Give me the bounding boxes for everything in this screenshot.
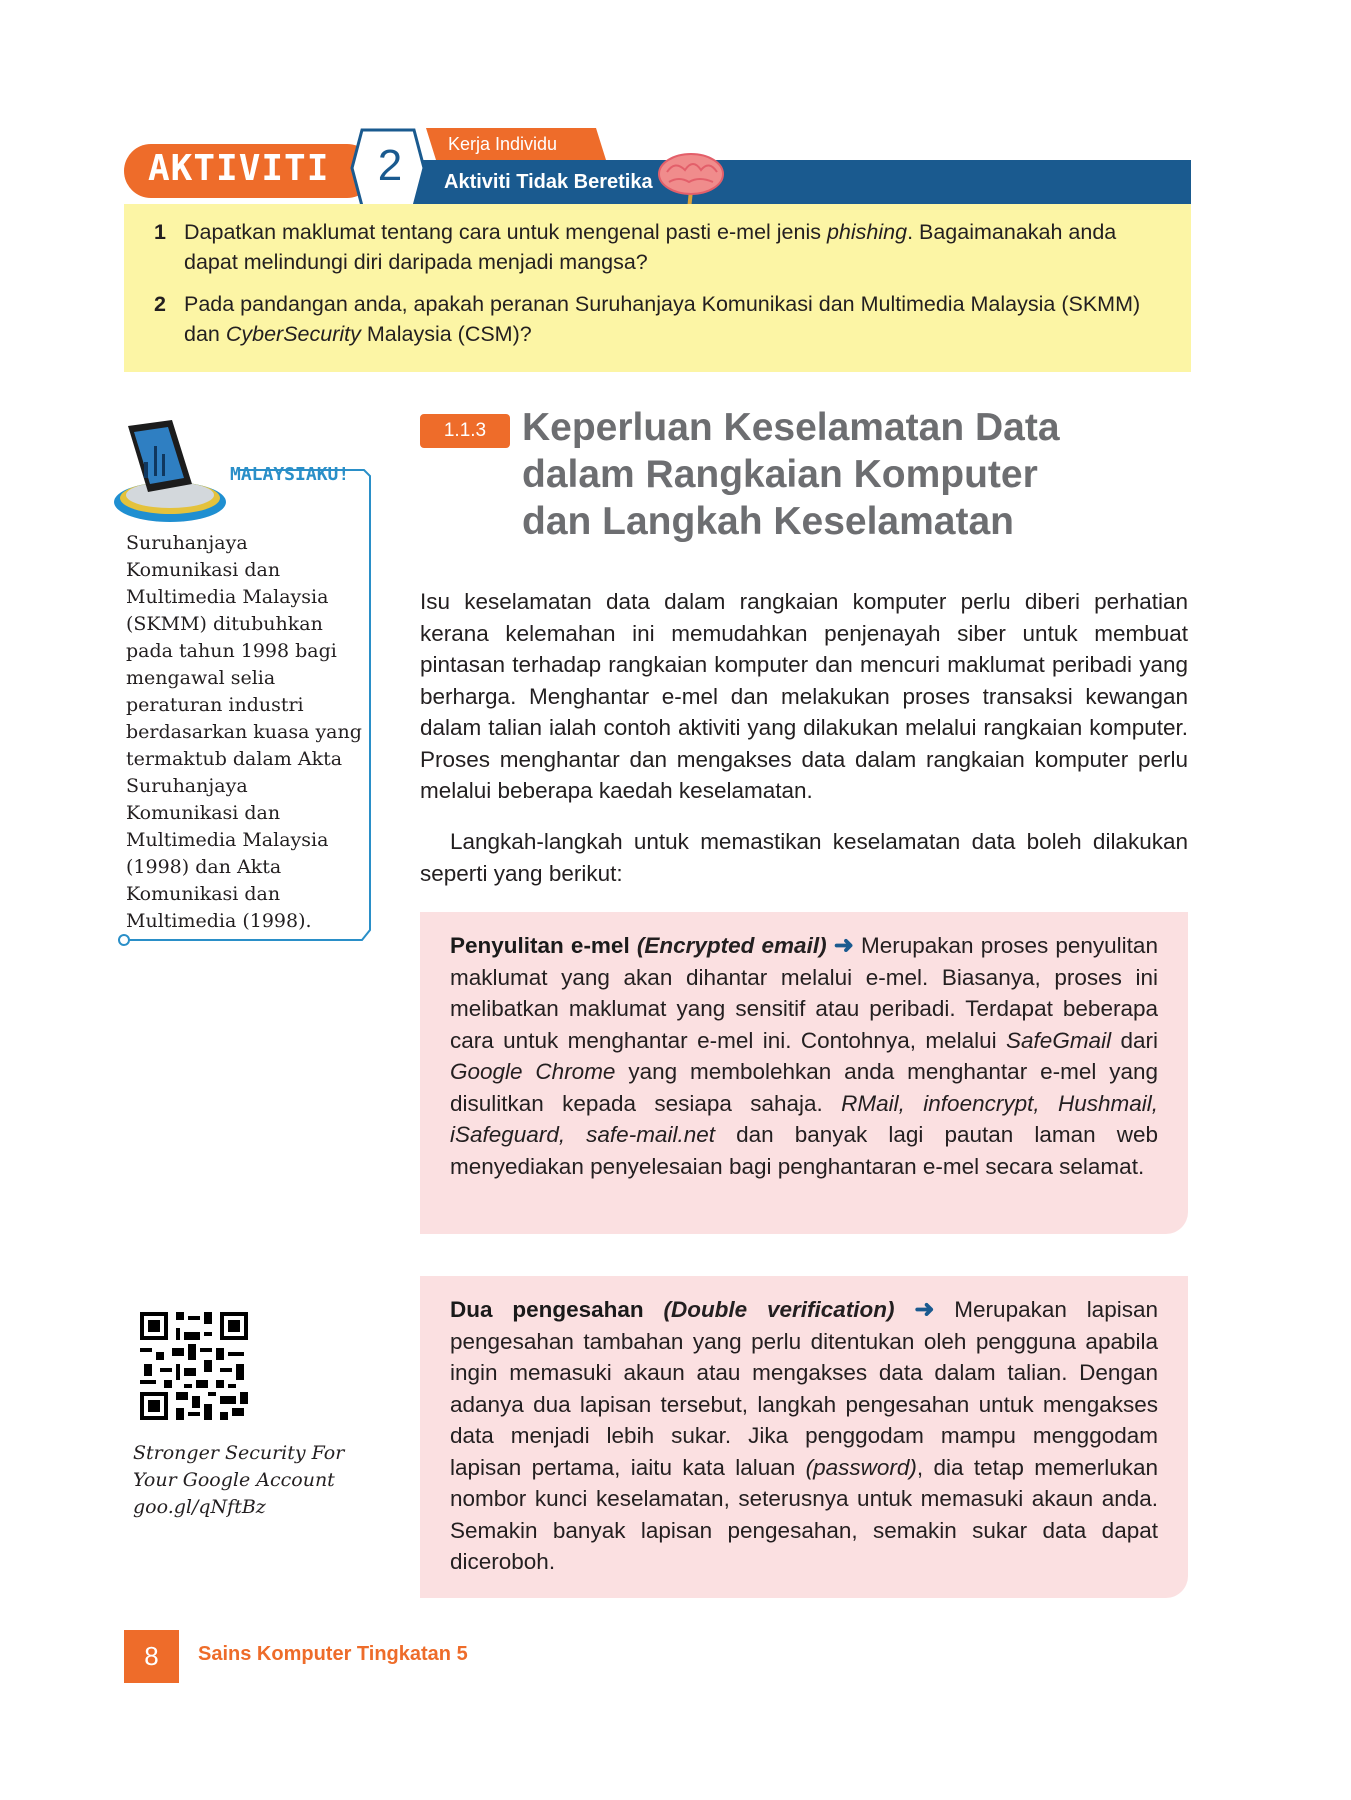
card-term: Penyulitan e-mel bbox=[450, 933, 630, 958]
question-number: 2 bbox=[154, 292, 166, 316]
body-paragraph-1: Isu keselamatan data dalam rangkaian komputer perlu diberi perhatian kerana kelemahan ini memudahkan penjenayah siber untuk membuat pintasan terhadap rangkaian komputer dan mencuri maklumat peribadi yang berharga. Menghantar e-mel dan melakukan proses transaksi kewangan dalam talian ialah contoh aktiviti yang dilakukan melalui rangkaian komputer. Proses menghantar dan mengakses data dalam rangkaian komputer perlu melalui beberapa kaedah keselamatan. bbox=[420, 589, 1188, 803]
card-double-verification: Dua pengesahan (Double verification) ➜ Merupakan lapisan pengesahan tambahan yang perlu ditentukan oleh pengguna apabila ingin memasuki akaun atau mengakses data dalam talian. Dengan adanya dua lapisan tersebut, langkah pengesahan untuk mengakses data menjadi lebih sukar. Jika penggodam mampu menggodam lapisan pertama, iaitu kata laluan (password), dia tetap memerlukan nombor kunci keselamatan, seterusnya untuk memasuki akaun anda. Semakin banyak lapisan pengesahan, semakin sukar data dapat diceroboh. bbox=[420, 1276, 1188, 1598]
qr-code[interactable] bbox=[136, 1308, 252, 1424]
qr-caption: Stronger Security For Your Google Account goo.gl/qNftBz bbox=[133, 1440, 373, 1521]
qr-link[interactable]: goo.gl/qNftBz bbox=[133, 1496, 266, 1518]
activity-title: Aktiviti Tidak Beretika bbox=[444, 171, 653, 193]
section-number-badge: 1.1.3 bbox=[420, 414, 510, 448]
activity-kerja-label: Kerja Individu bbox=[448, 134, 558, 154]
card-term-english: (Double verification) bbox=[663, 1297, 895, 1322]
card-term-english: (Encrypted email) bbox=[636, 933, 827, 958]
activity-question-1: 1 Dapatkan maklumat tentang cara untuk mengenal pasti e-mel jenis phishing. Bagaimanakah anda dapat melindungi diri daripada menjadi mangsa? bbox=[154, 217, 1164, 277]
footer-title: Sains Komputer Tingkatan 5 bbox=[198, 1643, 468, 1665]
brain-icon bbox=[655, 150, 727, 212]
page-number: 8 bbox=[124, 1630, 179, 1683]
activity-number: 2 bbox=[377, 141, 403, 190]
sidebar-text: Suruhanjaya Komunikasi dan Multimedia Malaysia (SKMM) ditubuhkan pada tahun 1998 bagi mengawal selia peraturan industri berdasarkan kuasa yang termaktub dalam Akta Suruhanjaya Komunikasi dan Multimedia Malaysia (1998) dan Akta Komunikasi dan Multimedia (1998). bbox=[126, 532, 362, 932]
arrow-right-icon: ➜ bbox=[914, 1296, 935, 1323]
activity-label: AKTIVITI bbox=[148, 148, 330, 189]
tablet-icon bbox=[110, 418, 240, 528]
sidebar-label: MALAYSIAKU! bbox=[230, 464, 350, 485]
body-paragraph-2: Langkah-langkah untuk memastikan keselamatan data boleh dilakukan seperti yang berikut: bbox=[420, 829, 1188, 886]
card-term: Dua pengesahan bbox=[450, 1297, 644, 1322]
card-encrypted-email: Penyulitan e-mel (Encrypted email) ➜ Merupakan proses penyulitan maklumat yang akan dihantar melalui e-mel. Biasanya, proses ini melibatkan maklumat yang sensitif atau peribadi. Terdapat beberapa cara untuk menghantar e-mel ini. Contohnya, melalui SafeGmail dari Google Chrome yang membolehkan anda menghantar e-mel yang disulitkan kepada sesiapa sahaja. RMail, infoencrypt, Hushmail, iSafeguard, safe-mail.net dan banyak lagi pautan laman web menyediakan penyelesaian bagi penghantaran e-mel secara selamat. bbox=[420, 912, 1188, 1234]
section-title: Keperluan Keselamatan Data dalam Rangkaian Komputer dan Langkah Keselamatan bbox=[522, 406, 1060, 543]
activity-question-2: 2 Pada pandangan anda, apakah peranan Suruhanjaya Komunikasi dan Multimedia Malaysia (SKMM) dan CyberSecurity Malaysia (CSM)? bbox=[154, 289, 1164, 349]
arrow-right-icon: ➜ bbox=[833, 932, 854, 959]
question-number: 1 bbox=[154, 220, 166, 244]
